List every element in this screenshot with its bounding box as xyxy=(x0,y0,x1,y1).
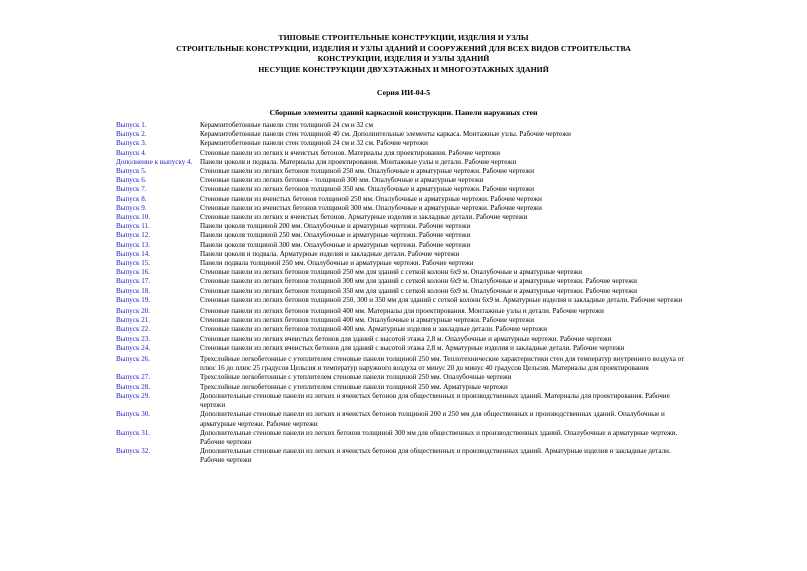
heading-line-2: СТРОИТЕЛЬНЫЕ КОНСТРУКЦИИ, ИЗДЕЛИЯ И УЗЛЫ ЗДАНИЙ И СООРУЖЕНИЙ ДЛЯ ВСЕХ ВИДОВ СТРОИТЕЛЬСТВА xyxy=(176,43,631,53)
issue-link[interactable]: Выпуск 31. xyxy=(116,428,151,437)
list-item xyxy=(116,307,696,316)
issue-link[interactable]: Выпуск 8. xyxy=(116,194,147,203)
issue-description: Трехслойные легкобетонные с утеплителем стеновые панели толщиной 250 мм. Теплотехнические характеристики стен для температур внутреннего воздуха от плюс 16 до плюс 25 градусов Цельсия и температур наружного воздуха от минус 20 до минус 40 градусов Цельсия. Материалы для проектирования xyxy=(200,355,685,373)
list-item xyxy=(116,316,696,325)
list-item xyxy=(116,231,696,240)
issue-link[interactable]: Выпуск 10. xyxy=(116,213,151,222)
issue-link[interactable]: Выпуск 24. xyxy=(116,343,151,352)
issue-link[interactable]: Выпуск 32. xyxy=(116,447,151,456)
list-item xyxy=(116,204,696,213)
list-item xyxy=(116,287,696,296)
issue-link[interactable]: Выпуск 6. xyxy=(116,176,147,185)
list-item xyxy=(116,392,696,410)
issue-description: Трехслойные легкобетонные с утеплителем стеновые панели толщиной 250 мм. Опалубочные чертежи xyxy=(200,373,512,382)
issue-link[interactable]: Выпуск 13. xyxy=(116,240,151,249)
list-item xyxy=(116,344,696,353)
list-item xyxy=(116,335,696,344)
issue-link[interactable]: Выпуск 7. xyxy=(116,185,147,194)
issue-link[interactable]: Выпуск 5. xyxy=(116,167,147,176)
issue-link[interactable]: Выпуск 26. xyxy=(116,355,151,364)
list-item xyxy=(116,250,696,259)
issue-description: Стеновые панели из ячеистых бетонов толщиной 250 мм. Опалубочные и арматурные чертежи. Рабочие чертежи xyxy=(200,194,542,203)
issue-description: Панели цоколя и подвала. Арматурные изделия и закладные детали. Рабочие чертежи xyxy=(200,249,460,258)
issue-link[interactable]: Выпуск 28. xyxy=(116,382,151,391)
issue-description: Керамзитобетонные панели стен толщиной 24 см и 32 см. Рабочие чертежи xyxy=(200,139,428,148)
issue-link[interactable]: Выпуск 20. xyxy=(116,307,151,316)
issue-description: Стеновые панели из легких бетонов толщиной 250 мм для зданий с сеткой колонн 6х9 м. Опалубочные и арматурные чертежи xyxy=(200,268,583,277)
list-item xyxy=(116,325,696,334)
issue-description: Стеновые панели из легких бетонов толщиной 250, 300 и 350 мм для зданий с сеткой колонн 6х9 м. Арматурные изделия и закладные детали. Рабочие чертежи xyxy=(200,295,683,304)
issue-link[interactable]: Выпуск 14. xyxy=(116,249,151,258)
issue-link[interactable]: Выпуск 17. xyxy=(116,277,151,286)
issue-description: Стеновые панели из ячеистых бетонов толщиной 300 мм. Опалубочные и арматурные чертежи. Рабочие чертежи xyxy=(200,203,542,212)
issue-description: Стеновые панели из легких ячеистых бетонов для зданий с высотой этажа 2,8 м. Арматурные изделия и закладные детали. Рабочие чертежи xyxy=(200,343,625,352)
issue-description: Панели подвала толщиной 250 мм. Опалубочные и арматурные чертежи. Рабочие чертежи xyxy=(200,259,474,268)
list-item xyxy=(116,213,696,222)
series-title: Серия ИИ-04-5 xyxy=(376,88,431,97)
issue-link[interactable]: Выпуск 22. xyxy=(116,325,151,334)
issue-link[interactable]: Выпуск 11. xyxy=(116,222,150,231)
issue-link[interactable]: Выпуск 15. xyxy=(116,259,151,268)
issue-description: Стеновые панели из легких бетонов толщиной 400 мм. Материалы для проектирования. Монтажные узлы и детали. Рабочие чертежи xyxy=(200,307,604,316)
list-item xyxy=(116,268,696,277)
issue-link[interactable]: Выпуск 4. xyxy=(116,148,147,157)
issue-description: Трехслойные легкобетонные с утеплителем стеновые панели толщиной 250 мм. Арматурные чертежи xyxy=(200,382,508,391)
list-item xyxy=(116,195,696,204)
list-item xyxy=(116,167,696,176)
issue-description: Панели цоколя толщиной 300 мм. Опалубочные и арматурные чертежи. Рабочие чертежи xyxy=(200,240,471,249)
issue-link[interactable]: Выпуск 27. xyxy=(116,373,151,382)
issue-link[interactable]: Выпуск 16. xyxy=(116,268,151,277)
list-item xyxy=(116,158,696,167)
document-heading xyxy=(0,33,807,75)
list-item xyxy=(116,447,696,465)
list-item xyxy=(116,222,696,231)
issue-description: Стеновые панели из легких бетонов толщиной 350 мм. Опалубочные и арматурные чертежи. Рабочие чертежи xyxy=(200,185,535,194)
list-item xyxy=(116,296,696,305)
list-item xyxy=(116,259,696,268)
issue-description: Стеновые панели из легких бетонов толщиной 400 мм. Опалубочные и арматурные чертежи. Рабочие чертежи xyxy=(200,316,535,325)
issue-link[interactable]: Выпуск 29. xyxy=(116,391,151,400)
list-item xyxy=(116,383,696,392)
issue-description: Стеновые панели из легких бетонов толщиной 250 мм. Опалубочные и арматурные чертежи. Рабочие чертежи xyxy=(200,167,535,176)
list-item xyxy=(116,373,696,382)
series-subtitle: Сборные элементы зданий каркасной конструкции. Панели наружных стен xyxy=(269,108,538,117)
issue-description: Дополнительные стеновые панели из легких и ячеистых бетонов для общественных и производственных зданий. Материалы для проектирования. Рабочие чертежи xyxy=(200,391,670,410)
list-item xyxy=(116,410,696,428)
heading-line-4: НЕСУЩИЕ КОНСТРУКЦИИ ДВУХЭТАЖНЫХ И МНОГОЭТАЖНЫХ ЗДАНИЙ xyxy=(258,64,549,74)
issue-description: Дополнительные стеновые панели из легких и ячеистых бетонов для общественных и производственных зданий. Арматурные изделия и закладные детали. Рабочие чертежи xyxy=(200,447,671,465)
issue-description: Дополнительные стеновые панели из легких бетонов толщиной 300 мм для общественных и производственных зданий. Опалубочные и арматурные чертежи. Рабочие чертежи xyxy=(200,428,678,446)
list-item xyxy=(116,185,696,194)
issue-description: Стеновые панели из легких ячеистых бетонов для зданий с высотой этажа 2,8 м. Опалубочные и арматурные чертежи. Рабочие чертежи xyxy=(200,334,612,343)
list-item xyxy=(116,429,696,447)
issue-description: Дополнительные стеновые панели из легких и ячеистых бетонов толщиной 200 и 250 мм для общественных и производственных зданий. Опалубочные и арматурные чертежи. Рабочие чертежи xyxy=(200,410,665,428)
list-item xyxy=(116,176,696,185)
list-item xyxy=(116,355,696,373)
issue-link[interactable]: Выпуск 19. xyxy=(116,295,151,304)
issue-description: Стеновые панели из легких бетонов толщиной 350 мм для зданий с сеткой колонн 6х9 м. Опалубочные и арматурные чертежи. Рабочие чертежи xyxy=(200,286,638,295)
heading-line-3: КОНСТРУКЦИИ, ИЗДЕЛИЯ И УЗЛЫ ЗДАНИЙ xyxy=(317,54,490,64)
issue-list xyxy=(116,121,696,466)
issue-link[interactable]: Выпуск 21. xyxy=(116,316,151,325)
list-item xyxy=(116,121,696,130)
list-item xyxy=(116,241,696,250)
issue-link[interactable]: Выпуск 2. xyxy=(116,130,147,139)
list-item xyxy=(116,277,696,286)
issue-description: Стеновые панели из легких и ячеистых бетонов. Арматурные изделия и закладные детали. Рабочие чертежи xyxy=(200,213,528,222)
issue-description: Керамзитобетонные панели стен толщиной 24 см и 32 см xyxy=(200,121,373,129)
issue-link[interactable]: Выпуск 23. xyxy=(116,334,151,343)
issue-description: Стеновые панели из легких бетонов толщиной 300 мм для зданий с сеткой колонн 6х9 м. Опалубочные и арматурные чертежи. Рабочие чертежи xyxy=(200,277,638,286)
issue-link[interactable]: Дополнение к выпуску 4. xyxy=(116,157,193,166)
heading-line-1: ТИПОВЫЕ СТРОИТЕЛЬНЫЕ КОНСТРУКЦИИ, ИЗДЕЛИЯ И УЗЛЫ xyxy=(278,33,529,42)
list-item xyxy=(116,139,696,148)
issue-link[interactable]: Выпуск 9. xyxy=(116,203,147,212)
issue-description: Стеновые панели из легких бетонов толщиной 400 мм. Арматурные изделия и закладные детали. Рабочие чертежи xyxy=(200,325,548,334)
issue-description: Панели цоколя толщиной 200 мм. Опалубочные и арматурные чертежи. Рабочие чертежи xyxy=(200,222,471,231)
issue-description: Панели цоколя и подвала. Материалы для проектирования. Монтажные узлы и детали. Рабочие чертежи xyxy=(200,157,517,166)
issue-link[interactable]: Выпуск 30. xyxy=(116,410,151,419)
list-item xyxy=(116,130,696,139)
issue-link[interactable]: Выпуск 3. xyxy=(116,139,147,148)
issue-description: Панели цоколя толщиной 250 мм. Опалубочные и арматурные чертежи. Рабочие чертежи xyxy=(200,231,471,240)
issue-link[interactable]: Выпуск 12. xyxy=(116,231,151,240)
issue-description: Керамзитобетонные панели стен толщиной 40 см. Дополнительные элементы каркаса. Монтажные узлы. Рабочие чертежи xyxy=(200,130,571,139)
list-item xyxy=(116,149,696,158)
issue-link[interactable]: Выпуск 1. xyxy=(116,121,147,129)
issue-description: Стеновые панели из легких и ячеистых бетонов. Материалы для проектирования. Рабочие чертежи xyxy=(200,148,501,157)
issue-link[interactable]: Выпуск 18. xyxy=(116,286,151,295)
issue-description: Стеновые панели из легких бетонов - толщиной 300 мм. Опалубочные и арматурные чертежи xyxy=(200,176,484,185)
